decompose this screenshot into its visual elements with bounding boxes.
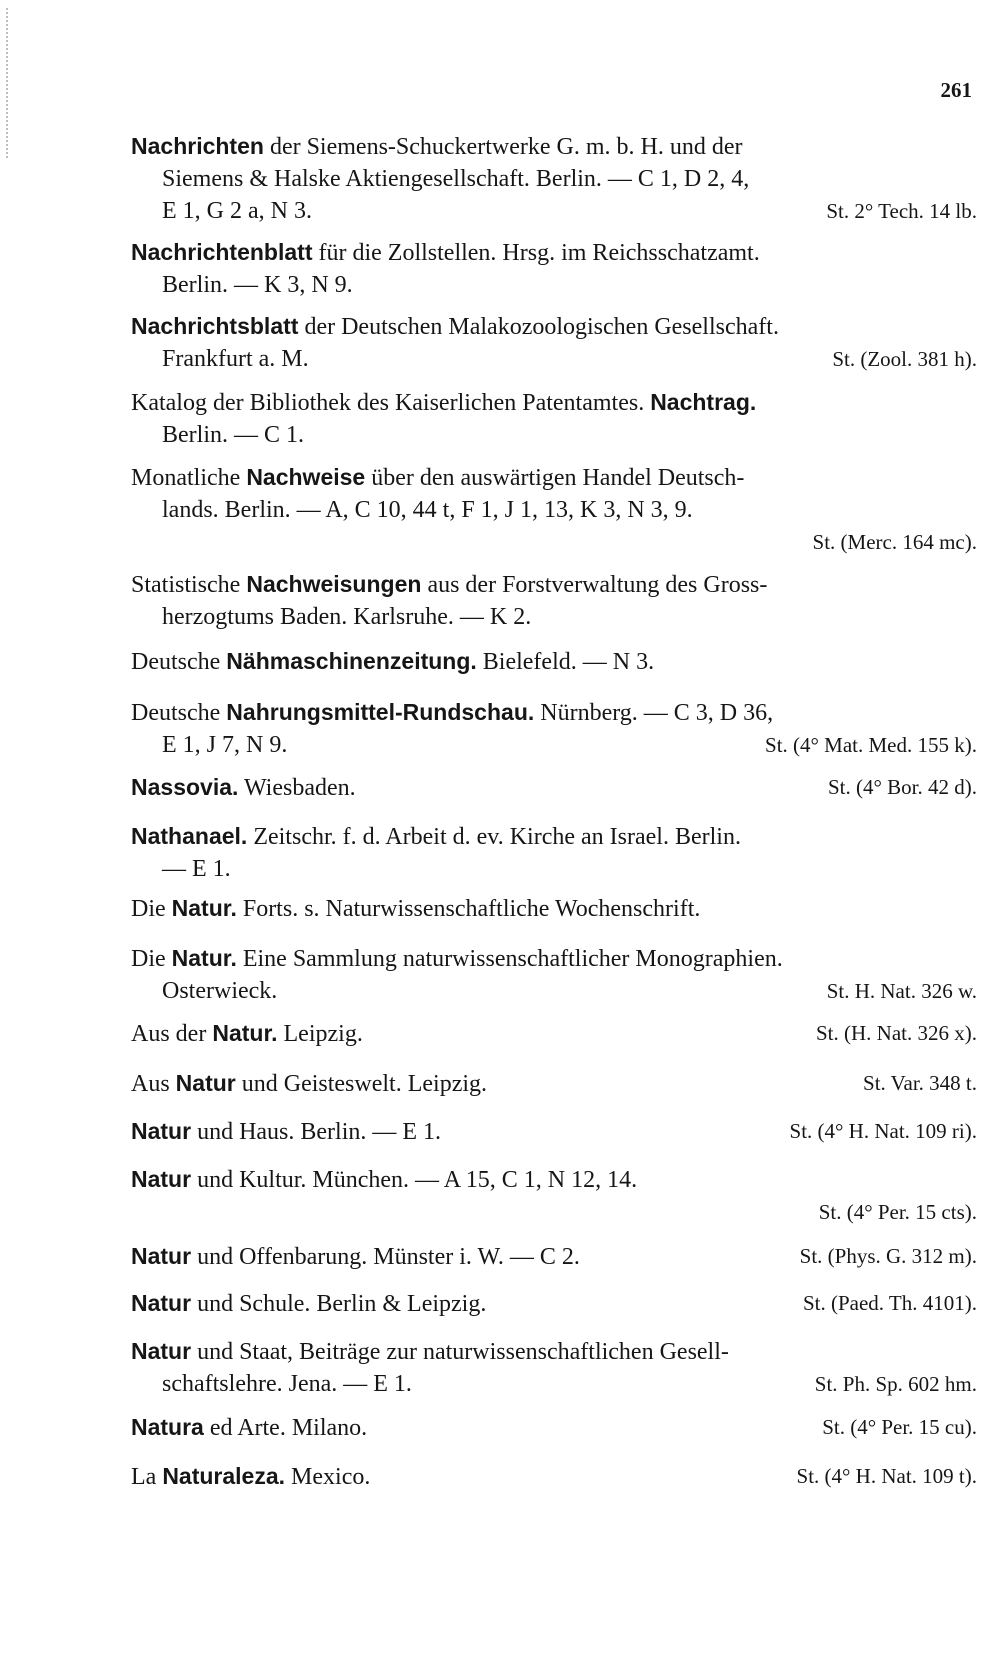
entry-keyword: Nachrichtenblatt (131, 239, 313, 265)
entry-line (131, 236, 977, 269)
entry-text: Frankfurt a. M. (162, 346, 309, 372)
entry-line (131, 1287, 977, 1320)
entry-line (131, 853, 977, 885)
catalog-entry (131, 1411, 977, 1444)
entry-keyword: Natur. (212, 1020, 278, 1046)
shelf-mark: St. (4° H. Nat. 109 ri). (789, 1119, 977, 1143)
entry-text: für die Zollstellen. Hrsg. im Reichsschatzamt. (312, 240, 760, 266)
shelf-mark: St. (4° H. Nat. 109 t). (796, 1464, 977, 1488)
entry-line (131, 163, 977, 195)
entry-text: Bielefeld. — N 3. (476, 649, 655, 675)
catalog-entry (131, 771, 977, 804)
entry-text: Wiesbaden. (238, 775, 356, 801)
entry-keyword: Natur (131, 1118, 192, 1144)
catalog-entry (131, 1335, 977, 1400)
catalog-entry (131, 892, 977, 925)
shelf-mark: St. (Paed. Th. 4101). (802, 1291, 977, 1315)
catalog-entry (131, 820, 977, 885)
entry-text: und Haus. Berlin. — E 1. (191, 1119, 442, 1145)
entry-text: und Schule. Berlin & Leipzig. (191, 1291, 487, 1317)
entry-text: Deutsche (131, 700, 227, 726)
entry-line (131, 494, 977, 526)
entry-text: Aus der (131, 1021, 213, 1047)
entry-line (131, 942, 977, 975)
entry-text: und Geisteswelt. Leipzig. (235, 1071, 488, 1097)
entry-text: Osterwieck. (162, 978, 278, 1004)
catalog-entry (131, 1115, 977, 1148)
entry-keyword: Naturaleza. (162, 1463, 286, 1489)
entry-line (131, 1017, 977, 1050)
catalog-entry (131, 130, 977, 227)
entry-text: Die (131, 946, 172, 972)
entry-line (131, 975, 977, 1007)
catalog-entry (131, 568, 977, 633)
catalog-entry (131, 310, 977, 375)
entry-line (131, 1368, 977, 1400)
entry-line (131, 1335, 977, 1368)
entry-text: aus der Forstverwaltung des Gross- (421, 572, 768, 598)
entry-line (131, 1460, 977, 1493)
shelf-mark: St. Ph. Sp. 602 hm. (814, 1372, 977, 1396)
catalog-entry (131, 1287, 977, 1320)
entry-text: Berlin. — C 1. (162, 422, 304, 448)
entry-line (131, 771, 977, 804)
entry-text: Deutsche (131, 649, 227, 675)
shelf-mark: St. (4° Mat. Med. 155 k). (765, 733, 977, 757)
entry-text: Mexico. (285, 1464, 371, 1490)
entry-line (131, 386, 977, 419)
entry-text: Monatliche (131, 465, 247, 491)
entry-keyword: Nathanael. (131, 823, 248, 849)
shelf-mark: St. (Phys. G. 312 m). (799, 1244, 977, 1268)
entry-text: Forts. s. Naturwissenschaftliche Wochenschrift. (236, 896, 701, 922)
shelf-mark: St. (Merc. 164 mc). (812, 530, 977, 554)
shelf-mark: St. (4° Bor. 42 d). (828, 775, 977, 799)
entry-text: über den auswärtigen Handel Deutsch- (365, 465, 745, 491)
shelf-mark: St. (4° Per. 15 cts). (818, 1200, 977, 1224)
entry-keyword: Natur. (171, 945, 237, 971)
entry-keyword: Natur (131, 1166, 192, 1192)
entry-line (131, 269, 977, 301)
entry-text: und Kultur. München. — A 15, C 1, N 12, 14. (191, 1167, 638, 1193)
entry-line (131, 1163, 977, 1196)
entry-line (131, 343, 977, 375)
entry-line (131, 1067, 977, 1100)
entry-line (131, 195, 977, 227)
entry-keyword: Nähmaschinenzeitung. (226, 648, 477, 674)
entry-text: Berlin. — K 3, N 9. (162, 272, 353, 298)
shelf-mark: St. H. Nat. 326 w. (826, 979, 977, 1003)
entry-line (131, 696, 977, 729)
catalog-entry (131, 461, 977, 558)
catalog-entry (131, 1460, 977, 1493)
catalog-entry (131, 1163, 977, 1228)
entry-text: Nürnberg. — C 3, D 36, (534, 700, 774, 726)
catalog-entry (131, 696, 977, 761)
catalog-entry (131, 1067, 977, 1100)
catalog-entry (131, 645, 977, 678)
entry-line (131, 601, 977, 633)
entry-text: Katalog der Bibliothek des Kaiserlichen Patentamtes. (131, 390, 651, 416)
entry-keyword: Natur (131, 1243, 192, 1269)
entry-line (131, 729, 977, 761)
entry-keyword: Nachweise (246, 464, 366, 490)
entry-line (131, 820, 977, 853)
entry-text: der Deutschen Malakozoologischen Gesellschaft. (298, 314, 779, 340)
entry-text: E 1, J 7, N 9. (162, 732, 288, 758)
entry-text: Statistische (131, 572, 247, 598)
catalog-entry (131, 386, 977, 451)
catalog-entry (131, 1240, 977, 1273)
entry-text: schaftslehre. Jena. — E 1. (162, 1371, 412, 1397)
entry-keyword: Natur (175, 1070, 236, 1096)
entry-text: Siemens & Halske Aktiengesellschaft. Berlin. — C 1, D 2, 4, (162, 166, 750, 192)
entry-line (131, 892, 977, 925)
shelf-mark: St. 2° Tech. 14 lb. (826, 199, 977, 223)
entry-text: und Staat, Beiträge zur naturwissenschaftlichen Gesell- (191, 1339, 729, 1365)
entry-keyword: Natur (131, 1338, 192, 1364)
catalog-entry (131, 942, 977, 1007)
entry-line (131, 645, 977, 678)
entry-text: lands. Berlin. — A, C 10, 44 t, F 1, J 1, 13, K 3, N 3, 9. (162, 497, 693, 523)
entry-text: Eine Sammlung naturwissenschaftlicher Monographien. (236, 946, 783, 972)
entry-text: Aus (131, 1071, 176, 1097)
entry-keyword: Nachweisungen (246, 571, 422, 597)
entry-keyword: Nachrichtsblatt (131, 313, 299, 339)
entry-line (131, 419, 977, 451)
shelf-mark: St. (Zool. 381 h). (832, 347, 977, 371)
shelf-mark: St. (4° Per. 15 cu). (822, 1415, 977, 1439)
entry-line (131, 568, 977, 601)
entry-text: — E 1. (162, 856, 231, 882)
entry-text: der Siemens-Schuckertwerke G. m. b. H. und der (263, 134, 743, 160)
entry-keyword: Natur (131, 1290, 192, 1316)
entry-text: La (131, 1464, 163, 1490)
entry-text: Leipzig. (277, 1021, 363, 1047)
entry-line (131, 1240, 977, 1273)
entry-keyword: Nachrichten (131, 133, 264, 159)
entry-line (131, 310, 977, 343)
entry-text: Die (131, 896, 172, 922)
entry-keyword: Natur. (171, 895, 237, 921)
catalog-entry (131, 1017, 977, 1050)
entry-text: ed Arte. Milano. (203, 1415, 368, 1441)
entry-line (131, 461, 977, 494)
entry-text: E 1, G 2 a, N 3. (162, 198, 312, 224)
entry-text: und Offenbarung. Münster i. W. — C 2. (191, 1244, 580, 1270)
entry-text: Zeitschr. f. d. Arbeit d. ev. Kirche an Israel. Berlin. (247, 824, 741, 850)
entry-line (131, 130, 977, 163)
entry-keyword: Nahrungsmittel-Rundschau. (226, 699, 535, 725)
catalog-entry (131, 236, 977, 301)
entry-keyword: Natura (131, 1414, 204, 1440)
entry-text: herzogtums Baden. Karlsruhe. — K 2. (162, 604, 532, 630)
entry-keyword: Nachtrag. (650, 389, 757, 415)
scan-edge-marks (6, 8, 18, 158)
entry-line (131, 1115, 977, 1148)
page-number: 261 (940, 78, 972, 102)
entry-keyword: Nassovia. (131, 774, 239, 800)
shelf-mark: St. (H. Nat. 326 x). (816, 1021, 977, 1045)
entry-line (131, 1411, 977, 1444)
shelf-mark: St. Var. 348 t. (863, 1071, 977, 1095)
